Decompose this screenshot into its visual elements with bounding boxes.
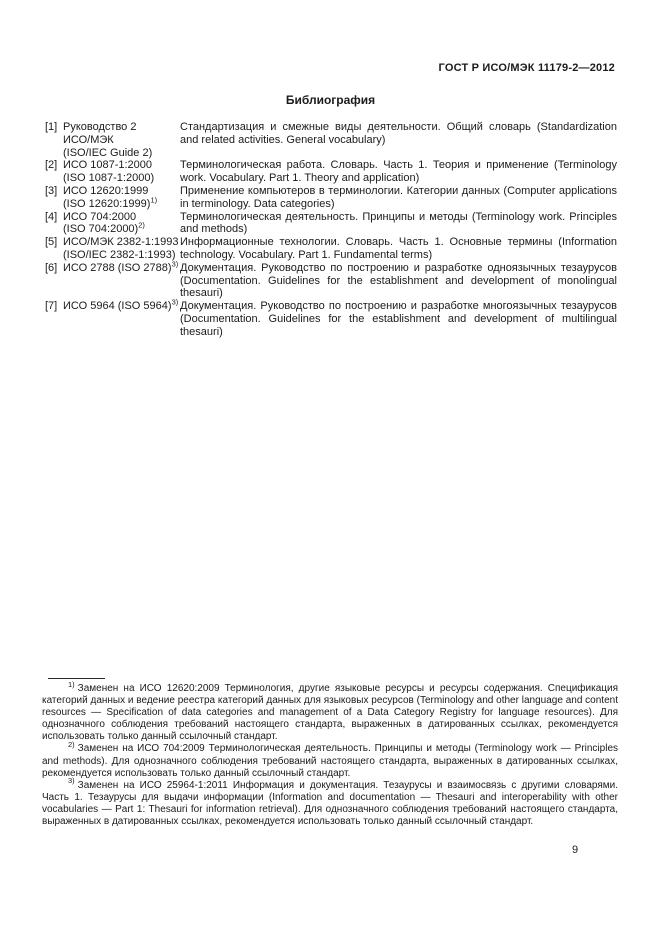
entry-description: Терминологическая работа. Словарь. Часть 1. Теория и применение (Terminology work. Vocabulary. Part 1. Theory and application) — [180, 159, 617, 185]
entry-ref: [6] — [45, 261, 58, 274]
footnote-ref-mark: 3) — [171, 259, 179, 269]
page-title: Библиография — [285, 93, 376, 107]
document-designation: ГОСТ Р ИСО/МЭК 11179-2—2012 — [438, 62, 615, 74]
footnotes-section — [42, 678, 618, 828]
entry-ref: [1] — [45, 121, 58, 133]
entry-designation: ИСО 5964 (ISO 5964)$^{3)}$ — [63, 297, 179, 313]
entry-ref: [3] — [45, 184, 58, 197]
entry-ref: [7] — [45, 300, 58, 313]
entry-designation: ИСО 1087-1:2000 (ISO 1087-1:2000) — [63, 159, 155, 185]
footnote-text: Заменен на ИСО 25964-1:2011 Информация и документация. Тезаурусы и взаимосвязь с другими словарями. Часть 1. Тезаурусы для выдачи информации (Information and documentation — Thesauri and interoperability with other vocabularies — Part 1: Thesauri for information retrieval). Для однозначного соблюдения требований настоящего стандарта, выраженных в датированных ссылках, рекомендуется использовать только данный ссылочный стандарт. — [42, 779, 618, 828]
entry-description: Документация. Руководство по построению и разработке одноязычных тезаурусов (Documentation. Guidelines for the establishment and development of monolingual thesauri) — [180, 261, 617, 300]
footnote-marker: 1) — [68, 679, 75, 689]
footnote-ref-mark: 1) — [150, 195, 158, 205]
footnote-2 — [42, 740, 618, 779]
bibliography-entry — [45, 159, 617, 185]
footnote-text: Заменен на ИСО 12620:2009 Терминология, другие языковые ресурсы и ресурсы содержания. Спецификация категорий данных и ведение реестра категорий данных для языковых ресурсов (Terminology and other language and content resources — Specification of data categories and management of a Data Category Registry for language resources). Для однозначного соблюдения требований настоящего стандарта, выраженных в датированных ссылках, рекомендуется использовать только данный ссылочный стандарт. — [42, 683, 618, 743]
entry-description: Терминологическая деятельность. Принципы и методы (Terminology work. Principles and methods) — [180, 210, 617, 236]
entry-designation: ИСО 12620:1999 (ISO 12620:1999)$^{1)}$ — [63, 184, 158, 210]
entry-ref: [5] — [45, 236, 58, 249]
bibliography-entry — [45, 259, 617, 300]
footnote-divider — [48, 678, 105, 679]
footnote-ref-mark: 3) — [171, 297, 179, 307]
bibliography-entry — [45, 236, 617, 262]
bibliography-entry — [45, 297, 617, 338]
footnote-marker: 3) — [68, 776, 75, 786]
entry-ref: [4] — [45, 210, 58, 223]
entry-designation: ИСО/МЭК 2382-1:1993 (ISO/IEC 2382-1:1993) — [63, 236, 179, 261]
bibliography-entry — [45, 185, 617, 211]
entry-description: Применение компьютеров в терминологии. Категории данных (Computer applications in terminology. Data categories) — [180, 184, 617, 210]
bibliography-entry — [45, 121, 617, 159]
entry-designation: ИСО 704:2000 (ISO 704:2000)$^{2)}$ — [63, 210, 145, 236]
page-number: 9 — [572, 844, 579, 856]
entry-description: Документация. Руководство по построению и разработке многоязычных тезаурусов (Documentation. Guidelines for the establishment and development of multilingual thesauri) — [180, 300, 617, 338]
footnote-3 — [42, 776, 618, 828]
entry-designation: Руководство 2 ИСО/МЭК (ISO/IEC Guide 2) — [63, 121, 153, 159]
footnote-1 — [42, 679, 618, 743]
entry-ref: [2] — [45, 159, 58, 172]
entry-designation: ИСО 2788 (ISO 2788)$^{3)}$ — [63, 259, 179, 274]
entry-description: Стандартизация и смежные виды деятельности. Общий словарь (Standardization and related activities. General vocabulary) — [180, 121, 617, 146]
footnote-marker: 2) — [68, 740, 75, 750]
bibliography-entry — [45, 211, 617, 237]
bibliography-list — [45, 121, 617, 339]
footnote-ref-mark: 2) — [138, 220, 145, 230]
footnote-text: Заменен на ИСО 704:2009 Терминологическая деятельность. Принципы и методы (Terminology work — Principles and methods). Для однозначного соблюдения требований настоящего стандарта, выраженных в датированных ссылках, рекомендуется использовать только данный ссылочный стандарт. — [42, 743, 618, 779]
entry-description: Информационные технологии. Словарь. Часть 1. Основные термины (Information technology. Vocabulary. Part 1. Fundamental terms) — [180, 236, 617, 261]
